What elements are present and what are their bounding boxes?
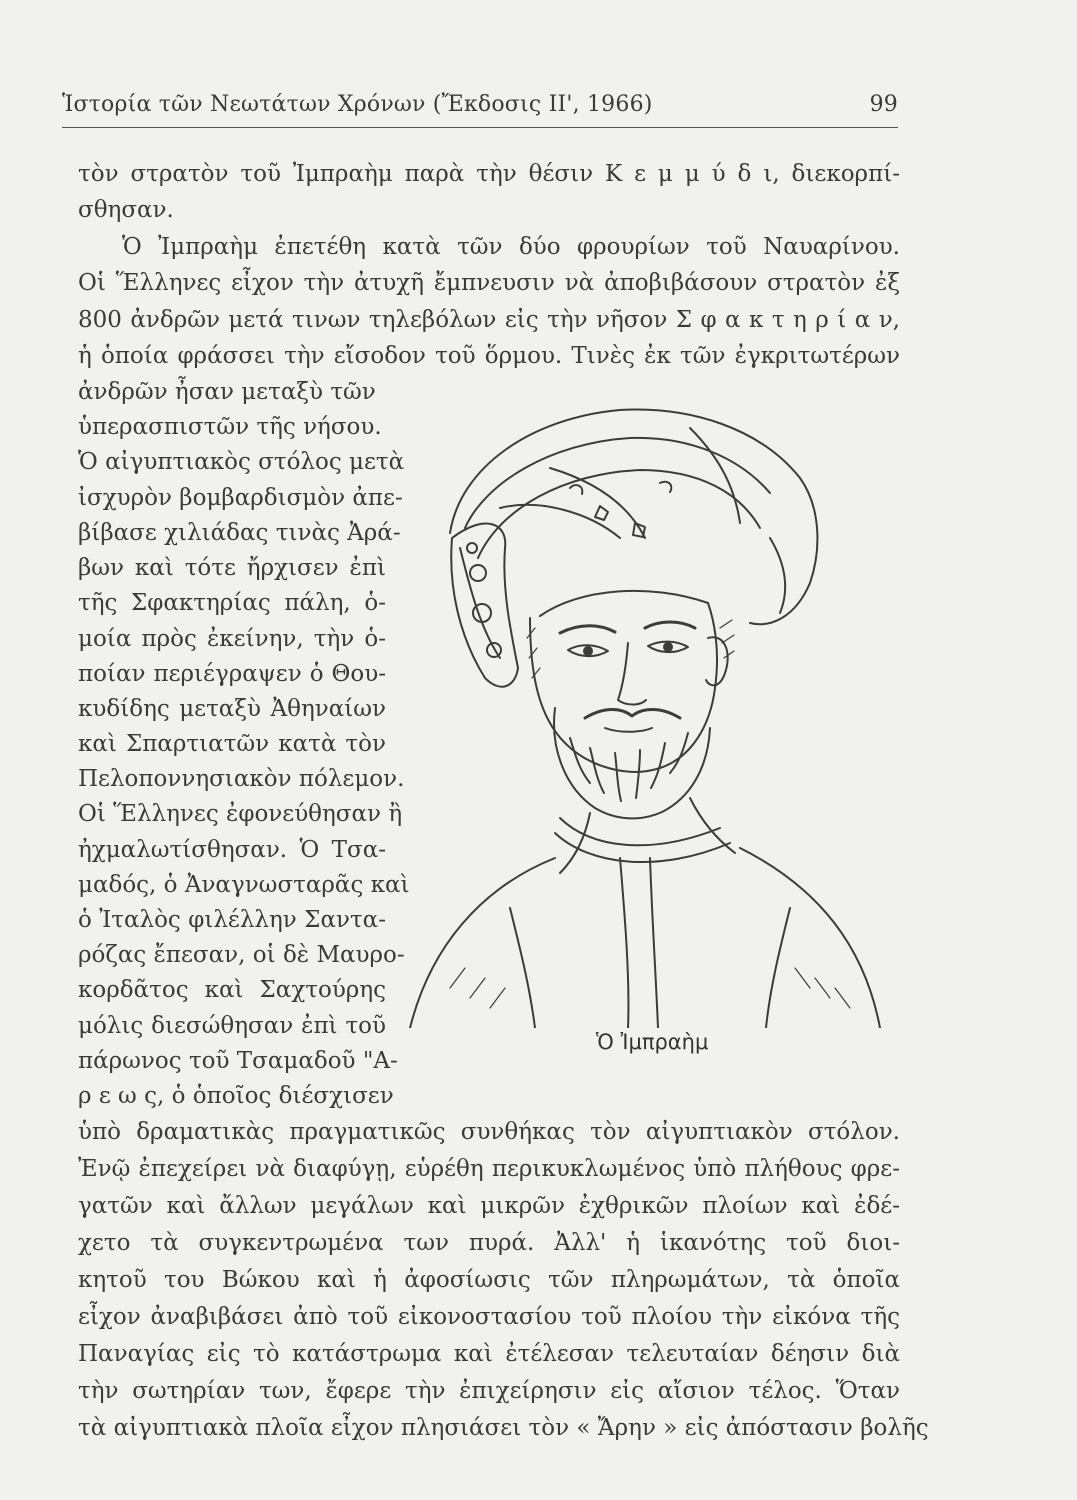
text-line: Οἱ Ἕλληνες ἐφονεύθησαν ἢ xyxy=(78,801,403,827)
text-line: Ὁ Ἰμπραὴμ ἐπετέθη κατὰ τῶν δύο φρουρίων τοῦ Ναυαρίνου. xyxy=(122,234,900,260)
text-line: ποίαν περιέγραψεν ὁ Θου- xyxy=(78,661,386,687)
text-line: κυδίδης μεταξὺ Ἀθηναίων xyxy=(78,696,386,722)
text-line: μόλις διεσώθησαν ἐπὶ τοῦ xyxy=(78,1013,386,1039)
text-line: Παναγίας εἰς τὸ κατάστρωμα καὶ ἐτέλεσαν τελευταίαν δέησιν διὰ xyxy=(78,1341,900,1367)
text-line: πάρωνος τοῦ Τσαμαδοῦ "Α- xyxy=(78,1048,398,1074)
text-line: ἰσχυρὸν βομβαρδισμὸν ἀπε- xyxy=(78,485,403,511)
running-title: Ἱστορία τῶν Νεωτάτων Χρόνων (Ἔκδοσις ΙΙ', 1966) xyxy=(62,92,653,117)
text-line: Ὁ αἰγυπτιακὸς στόλος μετὰ xyxy=(78,449,405,475)
running-head xyxy=(62,92,898,117)
text-line: ὁ Ἰταλὸς φιλέλλην Σαντα- xyxy=(78,907,386,933)
text-line: καὶ Σπαρτιατῶν κατὰ τὸν xyxy=(78,731,386,757)
text-line: Ἐνῷ ἐπεχείρει νὰ διαφύγῃ, εὑρέθη περικυκλωμένος ὑπὸ πλήθους φρε- xyxy=(78,1156,900,1182)
text-line: Οἱ Ἕλληνες εἶχον τὴν ἀτυχῆ ἔμπνευσιν νὰ ἀποβιβάσουν στρατὸν ἐξ xyxy=(78,270,900,296)
text-line: κητοῦ του Βώκου καὶ ἡ ἀφοσίωσις τῶν πληρωμάτων, τὰ ὁποῖα xyxy=(78,1267,900,1293)
text-line: 800 ἀνδρῶν μετά τινων τηλεβόλων εἰς τὴν νῆσον Σ φ α κ τ η ρ ί α ν, xyxy=(78,307,900,333)
text-line: ρ ε ω ς, ὁ ὁποῖος διέσχισεν xyxy=(78,1083,394,1109)
text-line: ὑπὸ δραματικὰς πραγματικῶς συνθήκας τὸν αἰγυπτιακὸν στόλον. xyxy=(78,1119,900,1145)
text-line: εἶχον ἀναβιβάσει ἀπὸ τοῦ εἰκονοστασίου τοῦ πλοίου τὴν εἰκόνα τῆς xyxy=(78,1304,900,1330)
figure-caption: Ὁ Ἰμπραὴμ xyxy=(596,1030,709,1054)
text-line: κορδᾶτος καὶ Σαχτούρης xyxy=(78,977,386,1003)
text-line: χετο τὰ συγκεντρωμένα των πυρά. Ἀλλ' ἡ ἱκανότης τοῦ διοι- xyxy=(78,1230,900,1256)
header-rule xyxy=(62,127,898,128)
text-line: ὑπερασπιστῶν τῆς νήσου. xyxy=(78,414,382,440)
text-line: ἀνδρῶν ἦσαν μεταξὺ τῶν xyxy=(78,379,376,405)
text-line: γατῶν καὶ ἄλλων μεγάλων καὶ μικρῶν ἐχθρικῶν πλοίων καὶ ἐδέ- xyxy=(78,1193,900,1219)
text-line: μοία πρὸς ἐκείνην, τὴν ὁ- xyxy=(78,626,386,652)
text-line: τὰ αἰγυπτιακὰ πλοῖα εἶχον πλησιάσει τὸν « Ἄρην » εἰς ἀπόστασιν βολῆς xyxy=(78,1415,929,1441)
text-line: ἠχμαλωτίσθησαν. Ὁ Τσα- xyxy=(78,837,386,863)
text-line: μαδός, ὁ Ἀναγνωσταρᾶς καὶ xyxy=(78,872,410,898)
text-line: Πελοποννησιακὸν πόλεμον. xyxy=(78,766,405,792)
text-line: ρόζας ἔπεσαν, οἱ δὲ Μαυρο- xyxy=(78,942,405,968)
text-line: τὴν σωτηρίαν των, ἔφερε τὴν ἐπιχείρησιν εἰς αἴσιον τέλος. Ὅταν xyxy=(78,1378,900,1404)
portrait-ibrahim-engraving xyxy=(390,388,900,1028)
text-line: σθησαν. xyxy=(78,197,174,223)
text-line: βων καὶ τότε ἤρχισεν ἐπὶ xyxy=(78,555,386,581)
text-line: τὸν στρατὸν τοῦ Ἰμπραὴμ παρὰ τὴν θέσιν Κ ε μ μ ύ δ ι, διεκορπί- xyxy=(78,161,900,187)
text-line: ἡ ὁποία φράσσει τὴν εἴσοδον τοῦ ὅρμου. Τινὲς ἐκ τῶν ἐγκριτωτέρων xyxy=(78,343,900,369)
page-number: 99 xyxy=(869,92,898,117)
text-line: τῆς Σφακτηρίας πάλη, ὁ- xyxy=(78,590,386,616)
text-line: βίβασε χιλιάδας τινὰς Ἀρά- xyxy=(78,520,401,546)
